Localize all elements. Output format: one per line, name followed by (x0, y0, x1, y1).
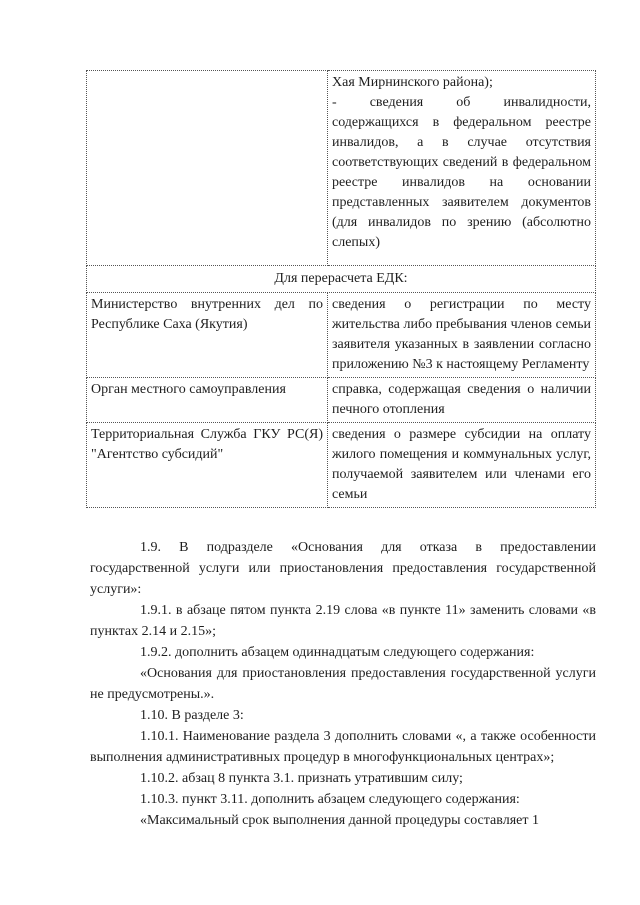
paragraph: 1.10.3. пункт 3.11. дополнить абзацем следующего содержания: (140, 792, 520, 807)
table-cell-info: справка, содержащая сведения о наличии печного отопления (328, 378, 596, 423)
table-row-heading (87, 266, 596, 293)
table-cell-org: Орган местного самоуправления (87, 378, 328, 423)
documents-table (86, 70, 596, 508)
section-heading-cell: Для перерасчета ЕДК: (87, 266, 596, 293)
paragraph: 1.9.2. дополнить абзацем одиннадцатым следующего содержания: (140, 645, 535, 660)
paragraph: 1.10.2. абзац 8 пункта 3.1. признать утратившим силу; (140, 771, 463, 786)
paragraph: 1.9.1. в абзаце пятом пункта 2.19 слова «в пункте 11» заменить словами «в пунктах 2.14 и 2.15»; (90, 603, 596, 639)
document-body (90, 537, 596, 831)
table-cell-org: Министерство внутренних дел по Республике Саха (Якутия) (87, 293, 328, 378)
paragraph: 1.10.1. Наименование раздела 3 дополнить словами «, а также особенности выполнения административных процедур в многофункциональных центрах»; (90, 729, 596, 765)
paragraph: 1.9. В подразделе «Основания для отказа в предоставлении государственной услуги или приостановления предоставления государственной услуги»: (90, 540, 596, 597)
paragraph: 1.10. В разделе 3: (140, 708, 244, 723)
table-cell-info (328, 71, 596, 266)
table-row (87, 378, 596, 423)
table-row (87, 71, 596, 266)
paragraph: «Максимальный срок выполнения данной процедуры составляет 1 (140, 813, 539, 828)
cell-text-line: Хая Мирнинского района); (332, 75, 493, 90)
table-cell-org: Территориальная Служба ГКУ РС(Я) "Агентство субсидий" (87, 423, 328, 508)
table-row (87, 293, 596, 378)
table-cell-info: сведения о размере субсидии на оплату жилого помещения и коммунальных услуг, получаемой заявителем или членами его семьи (328, 423, 596, 508)
table-cell-info: сведения о регистрации по месту жительства либо пребывания членов семьи заявителя указанных в заявлении согласно приложению №3 к настоящему Регламенту (328, 293, 596, 378)
cell-text-line: - сведения об инвалидности, содержащихся в федеральном реестре инвалидов, а в случае отсутствия соответствующих сведений в федеральном реестре инвалидов на основании представленных заявителем документов (для инвалидов по зрению (абсолютно слепых) (332, 95, 591, 250)
table-cell-empty (87, 71, 328, 266)
table-row (87, 423, 596, 508)
paragraph: «Основания для приостановления предоставления государственной услуги не предусмотрены.». (90, 666, 596, 702)
